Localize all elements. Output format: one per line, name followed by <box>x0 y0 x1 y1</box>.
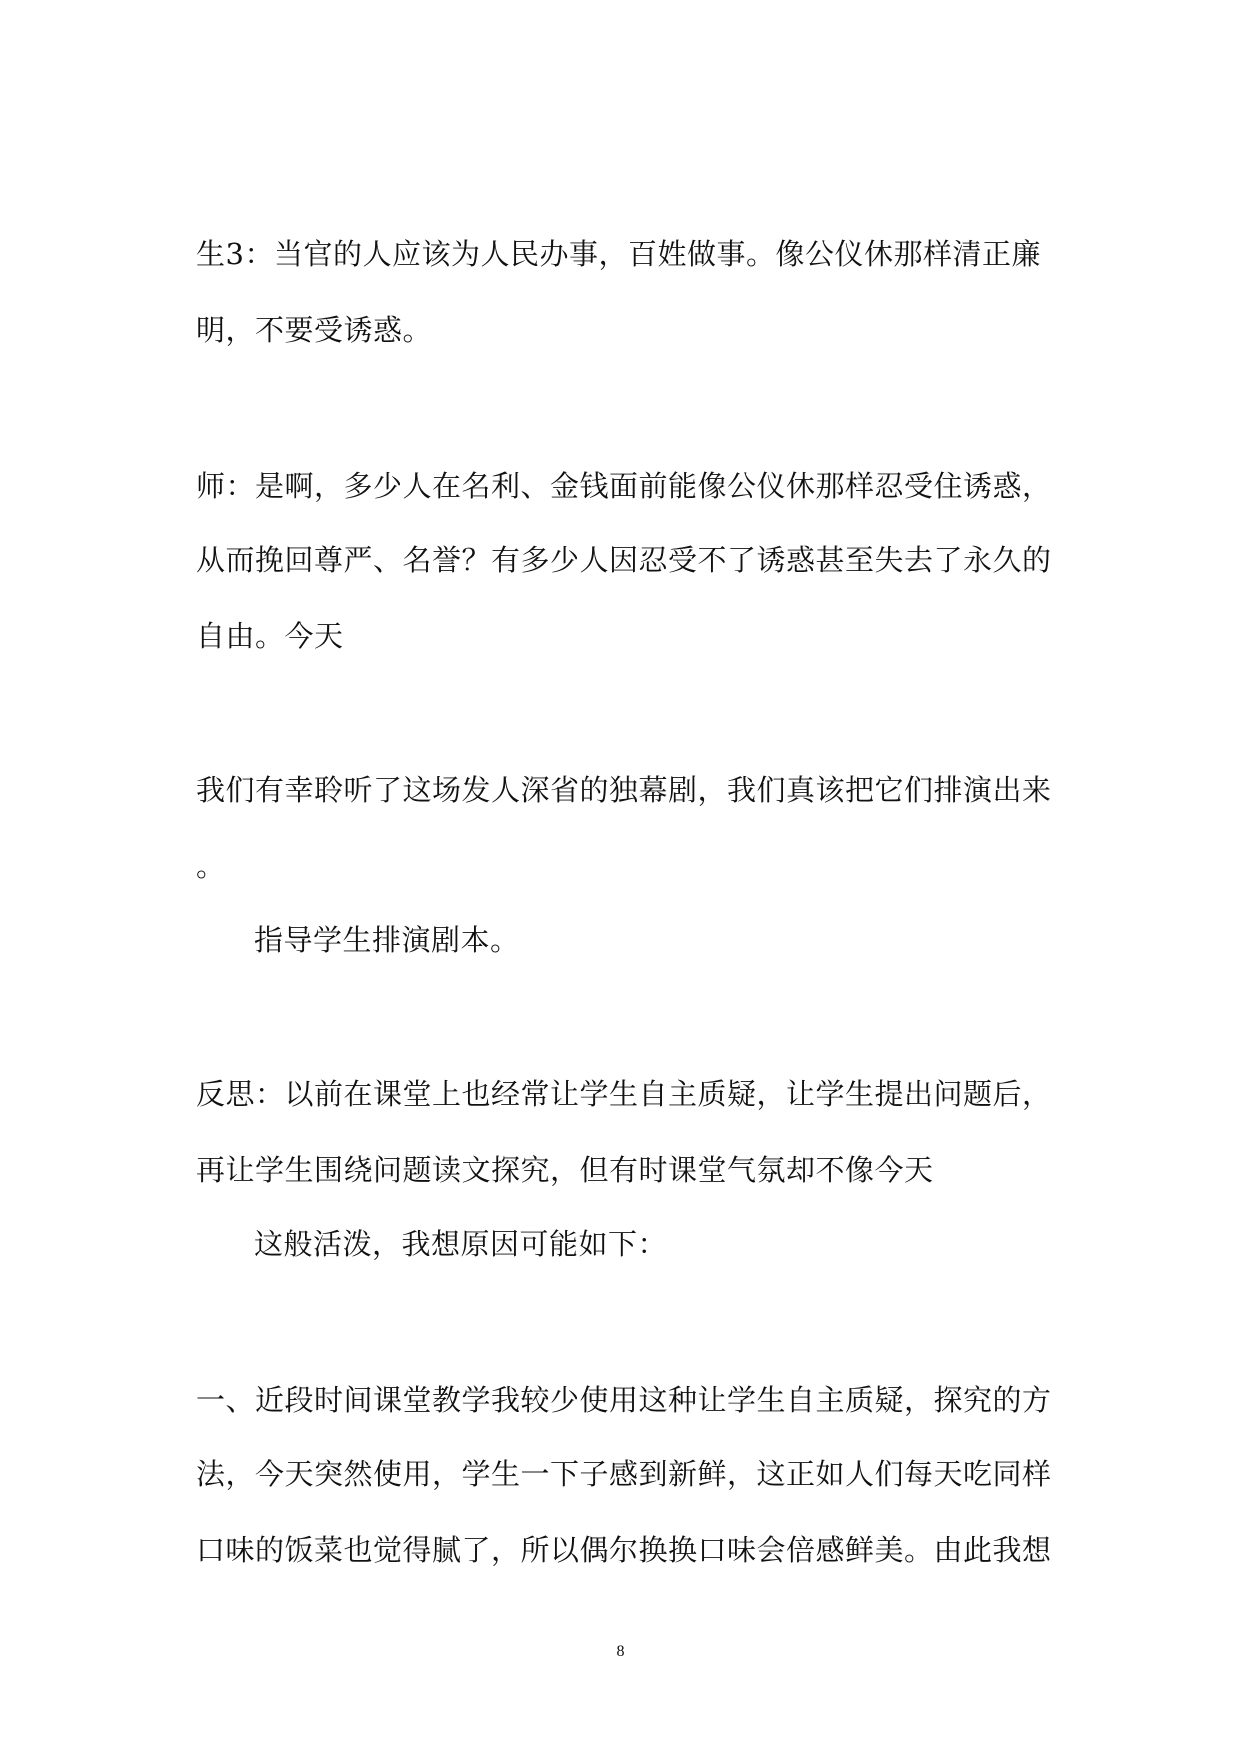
text-line: 从而挽回尊严、名誉？有多少人因忍受不了诱惑甚至失去了永久的 <box>196 543 1052 577</box>
text-line: 指导学生排演剧本。 <box>254 923 520 957</box>
text-line: 。 <box>196 849 226 883</box>
page-number: 8 <box>616 1643 625 1660</box>
text-line: 生3：当官的人应该为人民办事，百姓做事。像公仪休那样清正廉 <box>196 237 1041 271</box>
text-line: 一、近段时间课堂教学我较少使用这种让学生自主质疑，探究的方 <box>196 1383 1052 1417</box>
text-line: 法，今天突然使用，学生一下子感到新鲜，这正如人们每天吃同样 <box>196 1457 1052 1491</box>
text-line: 师：是啊，多少人在名利、金钱面前能像公仪休那样忍受住诱惑， <box>196 469 1052 503</box>
text-line: 明，不要受诱惑。 <box>196 313 433 347</box>
text-line: 这般活泼，我想原因可能如下： <box>254 1227 668 1261</box>
text-line: 自由。今天 <box>196 619 344 653</box>
text-line: 再让学生围绕问题读文探究，但有时课堂气氛却不像今天 <box>196 1153 934 1187</box>
text-line: 我们有幸聆听了这场发人深省的独幕剧，我们真该把它们排演出来 <box>196 773 1052 807</box>
text-line: 口味的饭菜也觉得腻了，所以偶尔换换口味会倍感鲜美。由此我想 <box>196 1533 1052 1567</box>
text-line: 反思：以前在课堂上也经常让学生自主质疑，让学生提出问题后， <box>196 1077 1052 1111</box>
